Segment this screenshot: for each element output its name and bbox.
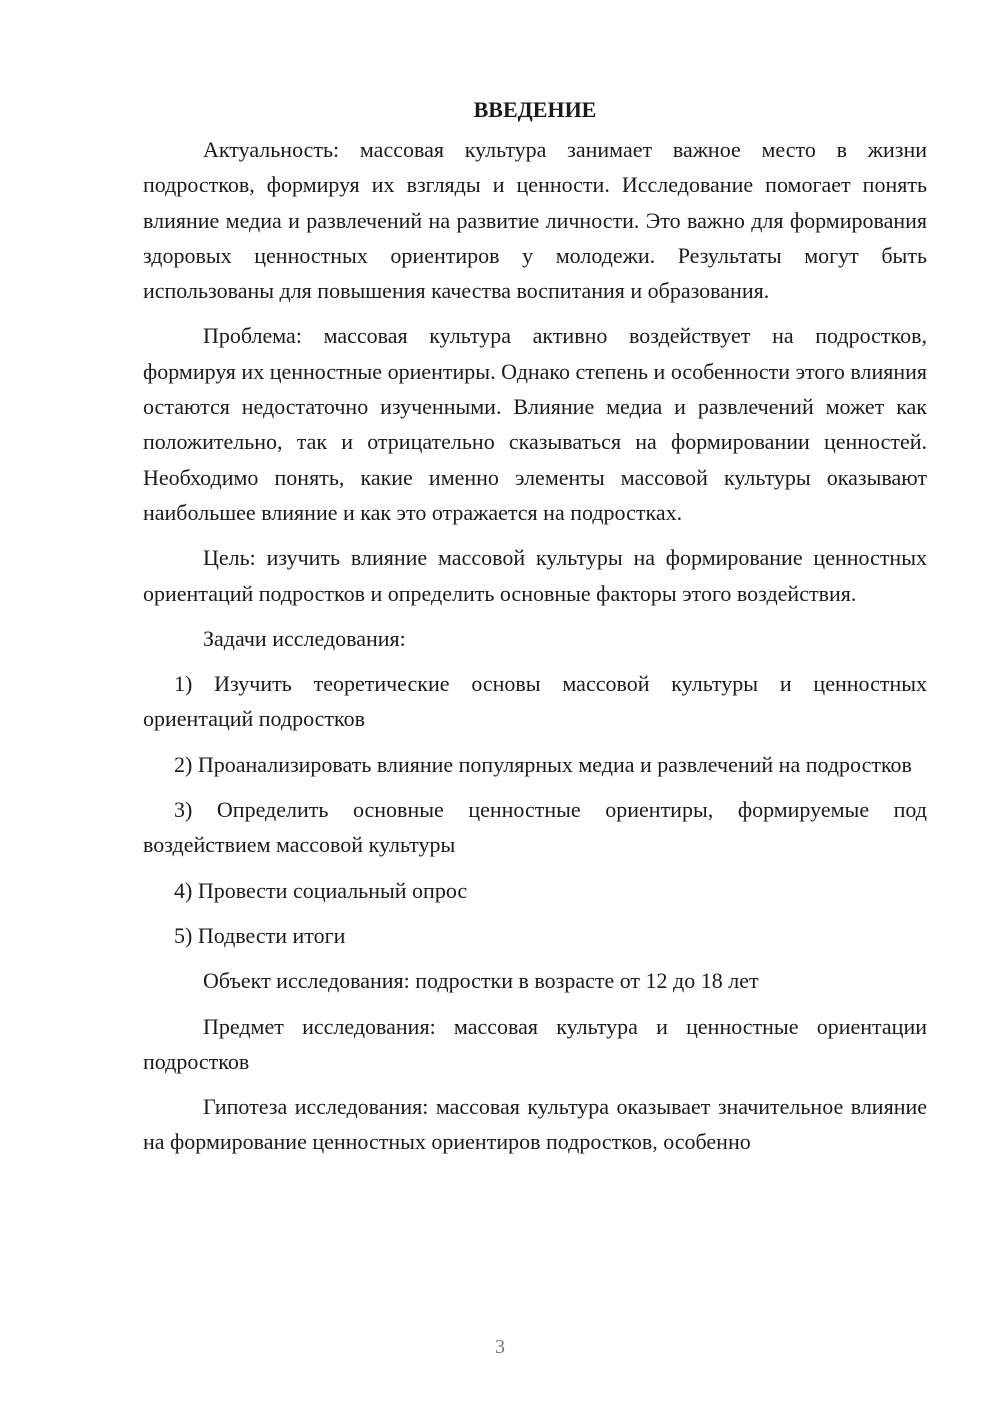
paragraph-hypothesis: Гипотеза исследования: массовая культура оказывает значительное влияние на формирование ценностных ориентиров подростков, особенно	[143, 1094, 927, 1155]
paragraph-goal: Цель: изучить влияние массовой культуры на формирование ценностных ориентаций подростков и определить основные факторы этого воздействия.	[143, 545, 927, 606]
paragraph-relevance: Актуальность: массовая культура занимает важное место в жизни подростков, формируя их взгляды и ценности. Исследование помогает понять влияние медиа и развлечений на развитие личности. Это важно для формирования здоровых ценностных ориентиров у молодежи. Результаты могут быть использованы для повышения качества воспитания и образования.	[143, 137, 927, 304]
task-item-2: 2) Проанализировать влияние популярных медиа и развлечений на подростков	[174, 751, 912, 777]
paragraph-subject: Предмет исследования: массовая культура и ценностные ориентации подростков	[143, 1013, 927, 1074]
page-content	[143, 92, 927, 1170]
paragraph-object: Объект исследования: подростки в возрасте от 12 до 18 лет	[203, 968, 759, 994]
tasks-heading: Задачи исследования:	[203, 625, 406, 651]
task-item-3: 3) Определить основные ценностные ориентиры, формируемые под воздействием массовой культуры	[143, 797, 927, 858]
paragraph-problem: Проблема: массовая культура активно воздействует на подростков, формируя их ценностные ориентиры. Однако степень и особенности этого влияния остаются недостаточно изученными. Влияние медиа и развлечений может как положительно, так и отрицательно сказываться на формировании ценностей. Необходимо понять, какие именно элементы массовой культуры оказывают наибольшее влияние и как это отражается на подростках.	[143, 323, 927, 525]
section-title: ВВЕДЕНИЕ	[473, 97, 597, 122]
task-item-1: 1) Изучить теоретические основы массовой культуры и ценностных ориентаций подростков	[143, 671, 927, 732]
task-item-5: 5) Подвести итоги	[174, 922, 346, 948]
page-number: 3	[495, 1336, 505, 1358]
task-item-4: 4) Провести социальный опрос	[174, 877, 468, 903]
